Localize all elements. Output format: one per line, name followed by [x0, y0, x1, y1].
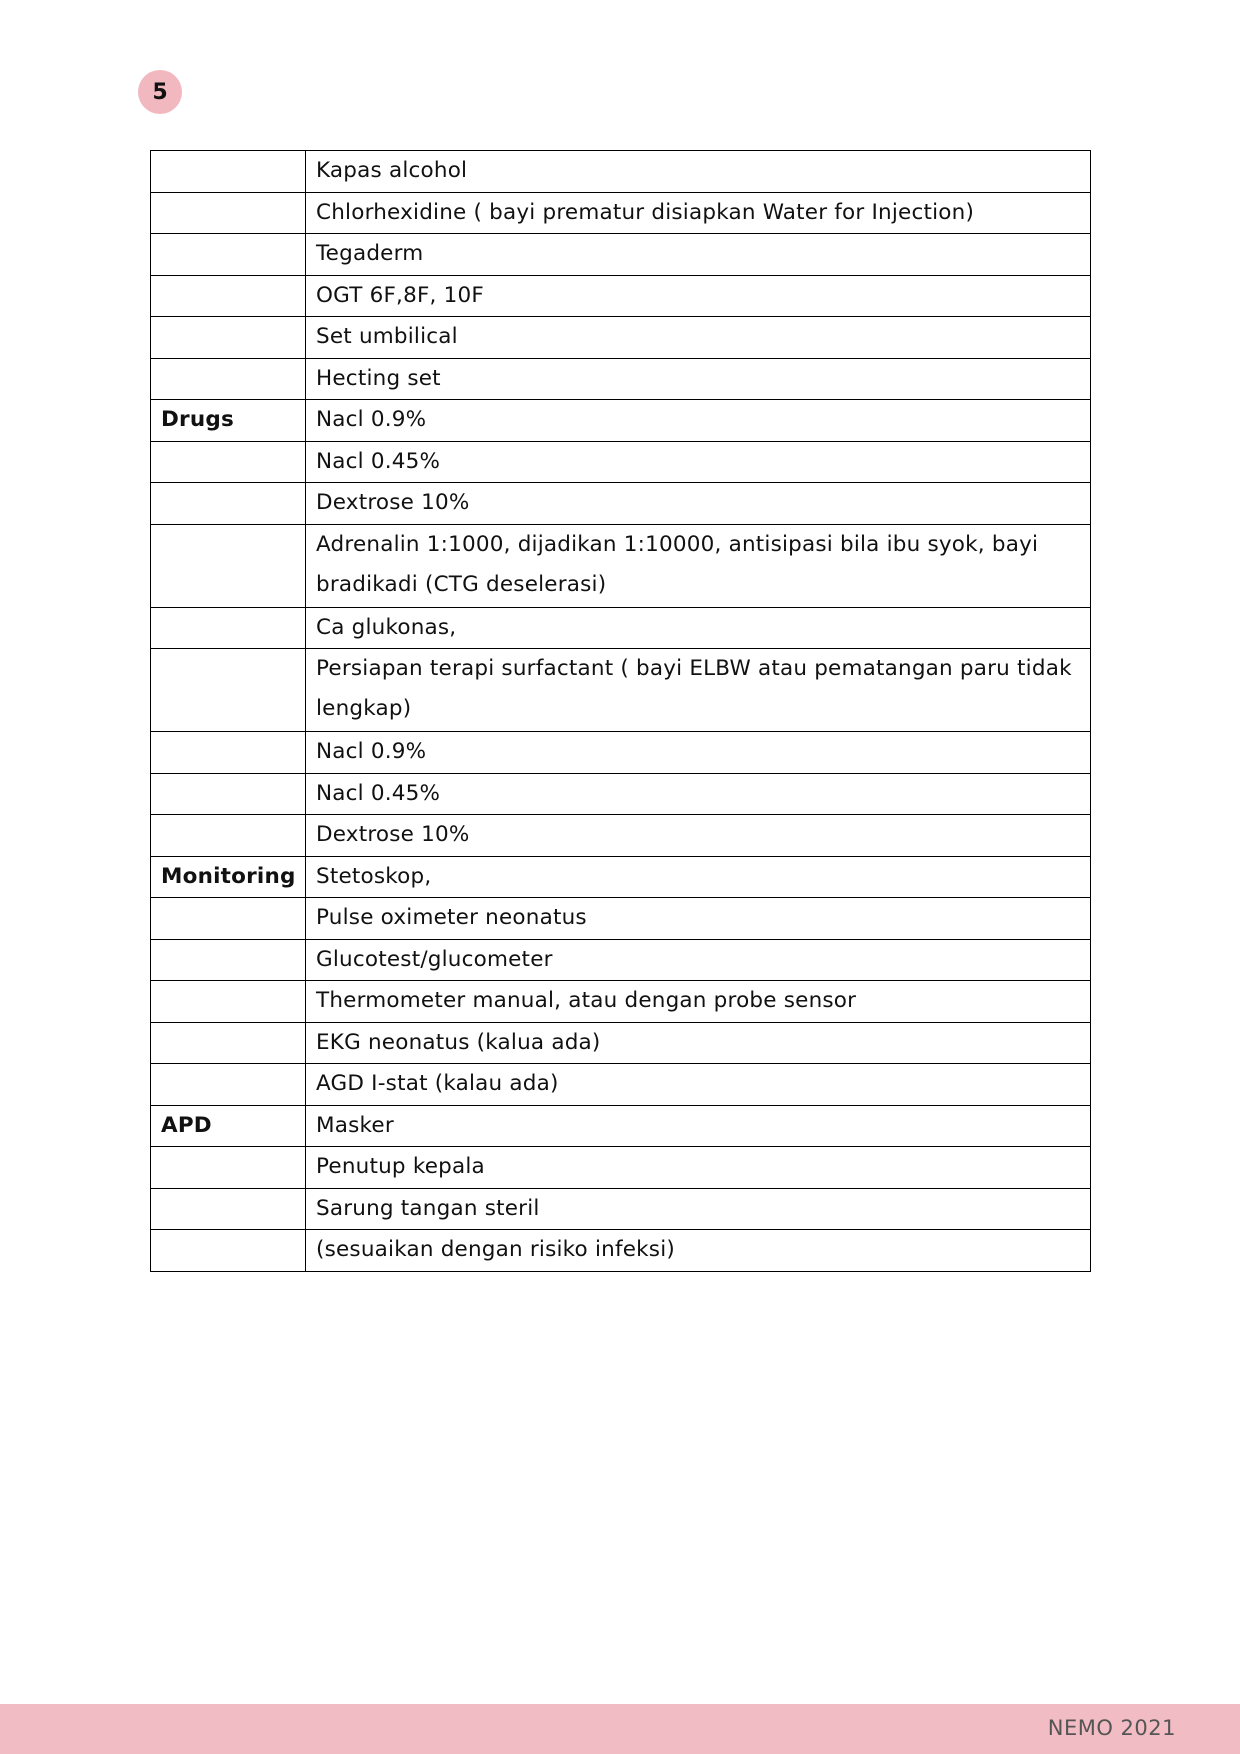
category-cell [151, 607, 306, 649]
table-row [151, 607, 1091, 649]
table-row [151, 815, 1091, 857]
category-cell [151, 981, 306, 1023]
table-row [151, 1064, 1091, 1106]
item-cell: Thermometer manual, atau dengan probe sensor [306, 981, 1091, 1023]
category-cell [151, 524, 306, 607]
category-cell [151, 358, 306, 400]
item-cell: Tegaderm [306, 234, 1091, 276]
category-cell [151, 898, 306, 940]
category-cell [151, 151, 306, 193]
table-row [151, 483, 1091, 525]
category-cell [151, 939, 306, 981]
table-row [151, 732, 1091, 774]
table-row [151, 192, 1091, 234]
item-cell: Nacl 0.45% [306, 441, 1091, 483]
category-cell [151, 815, 306, 857]
category-cell [151, 192, 306, 234]
table-row [151, 773, 1091, 815]
table-row [151, 275, 1091, 317]
category-cell-monitoring: Monitoring [151, 856, 306, 898]
table-row [151, 856, 1091, 898]
table-row [151, 1022, 1091, 1064]
table-row [151, 1105, 1091, 1147]
item-cell: Masker [306, 1105, 1091, 1147]
category-cell [151, 649, 306, 732]
category-cell-drugs: Drugs [151, 400, 306, 442]
item-cell: Ca glukonas, [306, 607, 1091, 649]
item-cell: Nacl 0.9% [306, 400, 1091, 442]
footer-label: NEMO 2021 [1047, 1716, 1176, 1740]
item-cell: (sesuaikan dengan risiko infeksi) [306, 1230, 1091, 1272]
footer-bar [0, 1704, 1240, 1754]
item-cell: AGD I-stat (kalau ada) [306, 1064, 1091, 1106]
item-cell: OGT 6F,8F, 10F [306, 275, 1091, 317]
table-row [151, 524, 1091, 607]
category-cell [151, 1064, 306, 1106]
category-cell-apd: APD [151, 1105, 306, 1147]
table-row [151, 358, 1091, 400]
category-cell [151, 275, 306, 317]
item-cell: Nacl 0.9% [306, 732, 1091, 774]
category-cell [151, 732, 306, 774]
page-number-badge: 5 [138, 70, 182, 114]
item-cell: Pulse oximeter neonatus [306, 898, 1091, 940]
item-cell: Nacl 0.45% [306, 773, 1091, 815]
item-cell: Penutup kepala [306, 1147, 1091, 1189]
item-cell: Stetoskop, [306, 856, 1091, 898]
category-cell [151, 234, 306, 276]
table-row [151, 649, 1091, 732]
item-cell: Set umbilical [306, 317, 1091, 359]
category-cell [151, 317, 306, 359]
item-cell: Kapas alcohol [306, 151, 1091, 193]
equipment-table [150, 150, 1091, 1272]
item-cell: Dextrose 10% [306, 483, 1091, 525]
item-cell: Glucotest/glucometer [306, 939, 1091, 981]
table-row [151, 317, 1091, 359]
table-row [151, 1188, 1091, 1230]
table-row [151, 1230, 1091, 1272]
item-cell: Adrenalin 1:1000, dijadikan 1:10000, antisipasi bila ibu syok, bayi bradikadi (CTG deselerasi) [306, 524, 1091, 607]
category-cell [151, 483, 306, 525]
table-row [151, 939, 1091, 981]
category-cell [151, 1022, 306, 1064]
item-cell: Dextrose 10% [306, 815, 1091, 857]
table-row [151, 441, 1091, 483]
table-row [151, 898, 1091, 940]
item-cell: Sarung tangan steril [306, 1188, 1091, 1230]
category-cell [151, 1230, 306, 1272]
category-cell [151, 1147, 306, 1189]
table-row [151, 400, 1091, 442]
category-cell [151, 773, 306, 815]
item-cell: Chlorhexidine ( bayi prematur disiapkan Water for Injection) [306, 192, 1091, 234]
table-row [151, 1147, 1091, 1189]
table-row [151, 234, 1091, 276]
item-cell: EKG neonatus (kalua ada) [306, 1022, 1091, 1064]
item-cell: Hecting set [306, 358, 1091, 400]
table-row [151, 981, 1091, 1023]
category-cell [151, 441, 306, 483]
item-cell: Persiapan terapi surfactant ( bayi ELBW atau pematangan paru tidak lengkap) [306, 649, 1091, 732]
table-row [151, 151, 1091, 193]
category-cell [151, 1188, 306, 1230]
